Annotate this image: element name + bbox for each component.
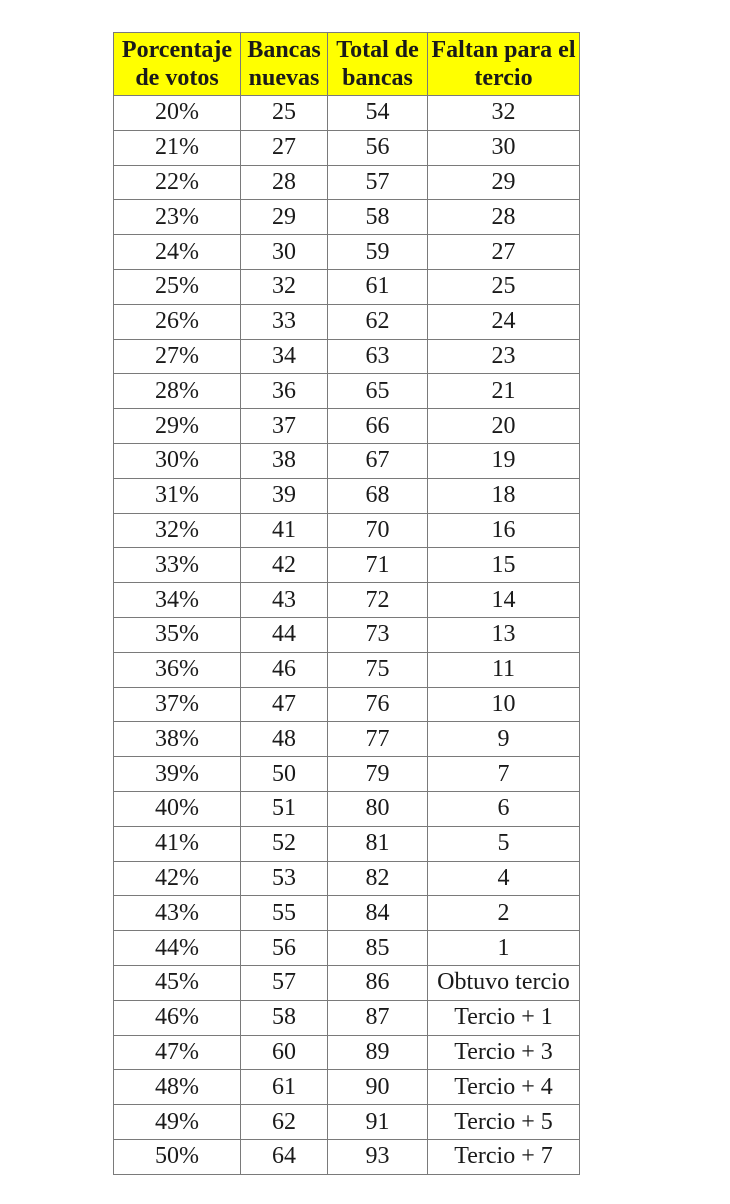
table-row bbox=[114, 304, 580, 339]
total-seats-cell: 62 bbox=[328, 304, 428, 339]
remaining-cell: 16 bbox=[428, 513, 580, 548]
percentage-cell: 37% bbox=[114, 687, 241, 722]
table-row bbox=[114, 513, 580, 548]
percentage-cell: 32% bbox=[114, 513, 241, 548]
percentage-cell: 46% bbox=[114, 1000, 241, 1035]
percentage-cell: 24% bbox=[114, 235, 241, 270]
new-seats-cell: 64 bbox=[241, 1139, 328, 1174]
new-seats-cell: 30 bbox=[241, 235, 328, 270]
total-seats-cell: 79 bbox=[328, 757, 428, 792]
remaining-cell: 6 bbox=[428, 791, 580, 826]
new-seats-cell: 55 bbox=[241, 896, 328, 931]
table-row bbox=[114, 617, 580, 652]
remaining-cell: 29 bbox=[428, 165, 580, 200]
table-row bbox=[114, 339, 580, 374]
total-seats-cell: 80 bbox=[328, 791, 428, 826]
total-seats-cell: 86 bbox=[328, 965, 428, 1000]
percentage-cell: 42% bbox=[114, 861, 241, 896]
table-row bbox=[114, 757, 580, 792]
header-row bbox=[114, 33, 580, 96]
percentage-cell: 41% bbox=[114, 826, 241, 861]
new-seats-cell: 37 bbox=[241, 409, 328, 444]
table-row bbox=[114, 687, 580, 722]
table-row bbox=[114, 165, 580, 200]
new-seats-cell: 39 bbox=[241, 478, 328, 513]
table-row bbox=[114, 1035, 580, 1070]
remaining-cell: Tercio + 1 bbox=[428, 1000, 580, 1035]
new-seats-cell: 61 bbox=[241, 1070, 328, 1105]
remaining-cell: 30 bbox=[428, 130, 580, 165]
remaining-cell: 23 bbox=[428, 339, 580, 374]
new-seats-cell: 46 bbox=[241, 652, 328, 687]
new-seats-cell: 41 bbox=[241, 513, 328, 548]
table-row bbox=[114, 443, 580, 478]
total-seats-cell: 85 bbox=[328, 931, 428, 966]
total-seats-cell: 57 bbox=[328, 165, 428, 200]
remaining-cell: 14 bbox=[428, 583, 580, 618]
total-seats-cell: 77 bbox=[328, 722, 428, 757]
new-seats-cell: 51 bbox=[241, 791, 328, 826]
table-row bbox=[114, 130, 580, 165]
total-seats-cell: 84 bbox=[328, 896, 428, 931]
new-seats-cell: 52 bbox=[241, 826, 328, 861]
percentage-cell: 21% bbox=[114, 130, 241, 165]
percentage-cell: 49% bbox=[114, 1105, 241, 1140]
table-row bbox=[114, 722, 580, 757]
new-seats-cell: 27 bbox=[241, 130, 328, 165]
new-seats-cell: 53 bbox=[241, 861, 328, 896]
new-seats-cell: 33 bbox=[241, 304, 328, 339]
total-seats-cell: 71 bbox=[328, 548, 428, 583]
remaining-cell: 4 bbox=[428, 861, 580, 896]
table-row bbox=[114, 200, 580, 235]
new-seats-cell: 58 bbox=[241, 1000, 328, 1035]
new-seats-cell: 62 bbox=[241, 1105, 328, 1140]
remaining-cell: 5 bbox=[428, 826, 580, 861]
table-row bbox=[114, 96, 580, 131]
table-container bbox=[113, 32, 580, 1175]
table-body bbox=[114, 96, 580, 1175]
remaining-cell: 11 bbox=[428, 652, 580, 687]
total-seats-cell: 76 bbox=[328, 687, 428, 722]
remaining-cell: Tercio + 5 bbox=[428, 1105, 580, 1140]
table-row bbox=[114, 269, 580, 304]
total-seats-cell: 90 bbox=[328, 1070, 428, 1105]
percentage-cell: 25% bbox=[114, 269, 241, 304]
remaining-cell: 7 bbox=[428, 757, 580, 792]
table-row bbox=[114, 931, 580, 966]
table-row bbox=[114, 1000, 580, 1035]
new-seats-cell: 34 bbox=[241, 339, 328, 374]
remaining-cell: Tercio + 4 bbox=[428, 1070, 580, 1105]
percentage-cell: 20% bbox=[114, 96, 241, 131]
remaining-cell: Tercio + 3 bbox=[428, 1035, 580, 1070]
table-row bbox=[114, 1139, 580, 1174]
total-seats-cell: 54 bbox=[328, 96, 428, 131]
remaining-cell: 10 bbox=[428, 687, 580, 722]
total-seats-cell: 58 bbox=[328, 200, 428, 235]
percentage-cell: 36% bbox=[114, 652, 241, 687]
percentage-cell: 22% bbox=[114, 165, 241, 200]
remaining-cell: 13 bbox=[428, 617, 580, 652]
total-seats-cell: 56 bbox=[328, 130, 428, 165]
table-row bbox=[114, 583, 580, 618]
remaining-cell: 19 bbox=[428, 443, 580, 478]
total-seats-cell: 91 bbox=[328, 1105, 428, 1140]
remaining-cell: 28 bbox=[428, 200, 580, 235]
total-seats-cell: 73 bbox=[328, 617, 428, 652]
percentage-cell: 30% bbox=[114, 443, 241, 478]
new-seats-cell: 57 bbox=[241, 965, 328, 1000]
new-seats-cell: 47 bbox=[241, 687, 328, 722]
new-seats-cell: 36 bbox=[241, 374, 328, 409]
percentage-cell: 38% bbox=[114, 722, 241, 757]
percentage-cell: 40% bbox=[114, 791, 241, 826]
total-seats-cell: 89 bbox=[328, 1035, 428, 1070]
remaining-cell: 20 bbox=[428, 409, 580, 444]
total-seats-cell: 65 bbox=[328, 374, 428, 409]
total-seats-cell: 81 bbox=[328, 826, 428, 861]
total-seats-cell: 70 bbox=[328, 513, 428, 548]
total-seats-cell: 75 bbox=[328, 652, 428, 687]
remaining-cell: 18 bbox=[428, 478, 580, 513]
table-row bbox=[114, 896, 580, 931]
remaining-cell: 32 bbox=[428, 96, 580, 131]
table-header bbox=[114, 33, 580, 96]
new-seats-cell: 42 bbox=[241, 548, 328, 583]
new-seats-cell: 25 bbox=[241, 96, 328, 131]
table-row bbox=[114, 652, 580, 687]
table-row bbox=[114, 861, 580, 896]
total-seats-cell: 61 bbox=[328, 269, 428, 304]
remaining-cell: 15 bbox=[428, 548, 580, 583]
new-seats-cell: 43 bbox=[241, 583, 328, 618]
new-seats-cell: 38 bbox=[241, 443, 328, 478]
remaining-cell: 24 bbox=[428, 304, 580, 339]
remaining-cell: Tercio + 7 bbox=[428, 1139, 580, 1174]
percentage-cell: 50% bbox=[114, 1139, 241, 1174]
total-seats-cell: 93 bbox=[328, 1139, 428, 1174]
new-seats-cell: 28 bbox=[241, 165, 328, 200]
remaining-cell: 27 bbox=[428, 235, 580, 270]
percentage-cell: 34% bbox=[114, 583, 241, 618]
table-row bbox=[114, 548, 580, 583]
table-row bbox=[114, 374, 580, 409]
percentage-cell: 48% bbox=[114, 1070, 241, 1105]
table-row bbox=[114, 478, 580, 513]
header-faltan-para-el-tercio: Faltan para el tercio bbox=[428, 33, 580, 96]
seats-table bbox=[113, 32, 580, 1175]
new-seats-cell: 32 bbox=[241, 269, 328, 304]
table-row bbox=[114, 965, 580, 1000]
header-porcentaje-de-votos: Porcentaje de votos bbox=[114, 33, 241, 96]
new-seats-cell: 44 bbox=[241, 617, 328, 652]
percentage-cell: 47% bbox=[114, 1035, 241, 1070]
header-total-de-bancas: Total de bancas bbox=[328, 33, 428, 96]
remaining-cell: 9 bbox=[428, 722, 580, 757]
percentage-cell: 45% bbox=[114, 965, 241, 1000]
total-seats-cell: 59 bbox=[328, 235, 428, 270]
remaining-cell: 2 bbox=[428, 896, 580, 931]
table-row bbox=[114, 409, 580, 444]
percentage-cell: 33% bbox=[114, 548, 241, 583]
percentage-cell: 43% bbox=[114, 896, 241, 931]
percentage-cell: 26% bbox=[114, 304, 241, 339]
new-seats-cell: 50 bbox=[241, 757, 328, 792]
remaining-cell: Obtuvo tercio bbox=[428, 965, 580, 1000]
percentage-cell: 39% bbox=[114, 757, 241, 792]
percentage-cell: 23% bbox=[114, 200, 241, 235]
percentage-cell: 44% bbox=[114, 931, 241, 966]
total-seats-cell: 66 bbox=[328, 409, 428, 444]
total-seats-cell: 72 bbox=[328, 583, 428, 618]
total-seats-cell: 82 bbox=[328, 861, 428, 896]
total-seats-cell: 63 bbox=[328, 339, 428, 374]
new-seats-cell: 29 bbox=[241, 200, 328, 235]
total-seats-cell: 68 bbox=[328, 478, 428, 513]
remaining-cell: 21 bbox=[428, 374, 580, 409]
percentage-cell: 27% bbox=[114, 339, 241, 374]
percentage-cell: 29% bbox=[114, 409, 241, 444]
table-row bbox=[114, 1070, 580, 1105]
percentage-cell: 31% bbox=[114, 478, 241, 513]
total-seats-cell: 87 bbox=[328, 1000, 428, 1035]
table-row bbox=[114, 1105, 580, 1140]
new-seats-cell: 48 bbox=[241, 722, 328, 757]
total-seats-cell: 67 bbox=[328, 443, 428, 478]
percentage-cell: 28% bbox=[114, 374, 241, 409]
percentage-cell: 35% bbox=[114, 617, 241, 652]
table-row bbox=[114, 826, 580, 861]
header-bancas-nuevas: Bancas nuevas bbox=[241, 33, 328, 96]
table-row bbox=[114, 235, 580, 270]
table-row bbox=[114, 791, 580, 826]
remaining-cell: 25 bbox=[428, 269, 580, 304]
remaining-cell: 1 bbox=[428, 931, 580, 966]
new-seats-cell: 60 bbox=[241, 1035, 328, 1070]
new-seats-cell: 56 bbox=[241, 931, 328, 966]
